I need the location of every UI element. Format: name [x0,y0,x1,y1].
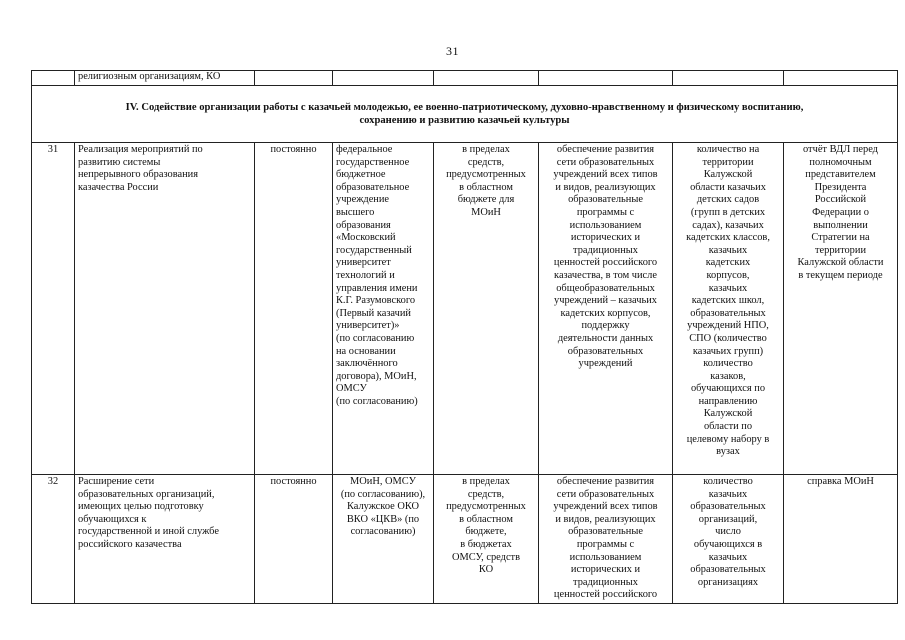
continuation-row [32,71,898,86]
term: постоянно [270,144,317,155]
continuation-empty-cell [333,71,434,86]
continuation-empty-cell [434,71,539,86]
term: постоянно [270,476,317,487]
measure-name: Реализация мероприятий по развитию системы непрерывного образования казачества России [78,144,203,193]
indicator: количество казачьих образовательных организаций, число обучающихся в казачьих образовательных организациях [690,476,766,588]
executors: федеральное государственное бюджетное образовательное учреждение высшего образования «Московский государственный университет технологий и управления имени К.Г. Разумовского (Первый казачий университет)» (по согласованию на основании заключённого договора), МОиН, ОМСУ (по согласованию) [336,144,418,407]
row-number: 32 [32,475,75,604]
funding-source: в пределах средств, предусмотренных в областном бюджете для МОиН [446,144,526,218]
expected-result: обеспечение развития сети образовательных учреждений всех типов и видов, реализующих образовательные программы с использованием исторических и традиционных ценностей российского казачества, в том числе общеобразовательных учреждений – казачьих кадетских корпусов, поддержку деятельности данных образовательных учреждений [553,144,658,370]
continuation-empty-cell [673,71,784,86]
executors: МОиН, ОМСУ (по согласованию), Калужское ОКО ВКО «ЦКВ» (по согласованию) [340,476,426,538]
row-number: 31 [32,143,75,475]
continuation-empty-cell [255,71,333,86]
report-form: отчёт ВДЛ перед полномочным представителем Президента Российской Федерации о выполнении Стратегии на территории Калужской области в текущем периоде [797,144,884,281]
table-row [32,143,898,475]
section-title: IV. Содействие организации работы с казачьей молодежью, ее военно-патриотическому, духовно-нравственному и физическому воспитанию, сохранению и развитию казачьей культуры [125,102,804,126]
continuation-empty-cell [784,71,898,86]
table-row [32,475,898,604]
funding-source: в пределах средств, предусмотренных в областном бюджете, в бюджетах ОМСУ, средств КО [446,476,526,576]
continuation-empty-cell [539,71,673,86]
continuation-num-cell [32,71,75,86]
measure-name: Расширение сети образовательных организаций, имеющих целью подготовку обучающихся к государственной и иной службе российского казачества [78,476,219,550]
page-number: 31 [446,44,459,58]
continuation-text: религиозным организациям, КО [75,71,255,86]
measures-table [31,70,898,604]
indicator: количество на территории Калужской области казачьих детских садов (групп в детских садах), казачьих кадетских классов, казачьих кадетских корпусов, казачьих кадетских школ, образовательных учреждений НПО, СПО (количество казачьих групп) количество казаков, обучающихся по направлению Калужской области по целевому набору в вузах [686,144,770,458]
expected-result: обеспечение развития сети образовательных учреждений всех типов и видов, реализующих образовательные программы с использованием исторических и традиционных ценностей российского [553,476,658,601]
section-title-cell [32,86,898,143]
report-form: справка МОиН [807,476,874,487]
section-header-row [32,86,898,143]
